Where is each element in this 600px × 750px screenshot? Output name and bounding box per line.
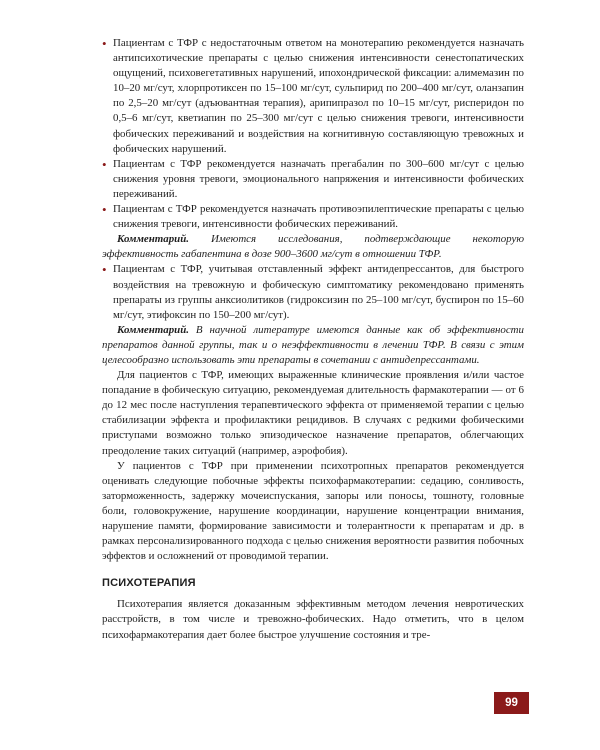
page-number-badge: 99 bbox=[494, 692, 529, 714]
bullet-list-middle bbox=[102, 262, 524, 322]
page-body bbox=[102, 36, 524, 643]
list-item: • Пациентам с ТФР, учитывая отставленный эффект антидепрессантов, для быстрого воздействия на тревожную и фобическую симптоматику рекомендовано применять препараты из группы анксиолитиков (гидроксизин по 25–100 мг/сут, буспирон по 15–60 мг/сут, этифоксин по 150–200 мг/сут). bbox=[102, 262, 524, 322]
comment-label: Комментарий. bbox=[117, 323, 190, 336]
comment-paragraph bbox=[102, 323, 524, 368]
list-item: • Пациентам с ТФР рекомендуется назначать прегабалин по 300–600 мг/сут с целью снижения уровня тревоги, эмоционального напряжения и интенсивности фобических переживаний. bbox=[102, 157, 524, 202]
body-paragraph: У пациентов с ТФР при применении психотропных препаратов рекомендуется оценивать следующие побочные эффекты психофармакотерапии: седацию, сонливость, заторможенность, задержку мочеиспускания, запоры или поносы, тошноту, головные боли, головокружение, нарушение координации, нарушение концентрации внимания, нарушение памяти, формирование зависимости и толерантности к препаратам и др. в рамках персонализированного подхода с целью снижения вероятности развития побочных эффектов и осложнений от проводимой терапии. bbox=[102, 459, 524, 563]
body-paragraph: Для пациентов с ТФР, имеющих выраженные клинические проявления и/или частое попадание в фобическую ситуацию, рекомендуемая длительность фармакотерапии — от 6 до 12 мес после наступления терапевтического эффекта от применяемой терапии с целью стабилизации эффекта и профилактики рецидивов. В случаях с редкими фобическими приступами возможно только эпизодическое назначение препаратов, облегчающих преодоление таких ситуаций (например, аэрофобия). bbox=[102, 369, 524, 457]
list-item: • Пациентам с ТФР с недостаточным ответом на монотерапию рекомендуется назначать антипсихотические препараты с целью снижения интенсивности сенестопатических ощущений, психовегетативных нарушений, ипохондрической фиксации: алимемазин по 10–20 мг/сут, хлорпротиксен по 15–100 мг/сут, сульпирид по 200–400 мг/сут, оланзапин по 2,5–20 мг/сут (адъювантная терапия), арипипразол по 10–15 мг/сут, рисперидон по 0,5–6 мг/сут, кветиапин по 25–300 мг/сут с целью снижения тревоги, интенсивности фобических переживаний и воздействия на когнитивную составляющую тревожных и фобических нарушений. bbox=[102, 36, 524, 157]
comment-label: Комментарий. bbox=[117, 233, 190, 246]
comment-paragraph bbox=[102, 232, 524, 262]
comment-text: В научной литературе имеются данные как об эффективности препаратов данной группы, так и о неэффективности в лечении ТФР. В связи с этим целесообразно использовать эти препараты в сочетании с антидепрессантами. bbox=[102, 323, 524, 366]
section-heading: ПСИХОТЕРАПИЯ bbox=[102, 577, 196, 590]
body-paragraph: Психотерапия является доказанным эффективным методом лечения невротических расстройств, в том числе и тревожно-фобических. Надо отметить, что в целом психофармакотерапия дает более быстрое улучшение состояния и тре- bbox=[102, 598, 524, 641]
comment-text: Имеются исследования, подтверждающие некоторую эффективность габапентина в дозе 900–3600 мг/сут в отношении ТФР. bbox=[102, 233, 524, 261]
bullet-list-top bbox=[102, 36, 524, 232]
list-item: • Пациентам с ТФР рекомендуется назначать противоэпилептические препараты с целью снижения тревоги, интенсивности фобических переживаний. bbox=[102, 202, 524, 232]
